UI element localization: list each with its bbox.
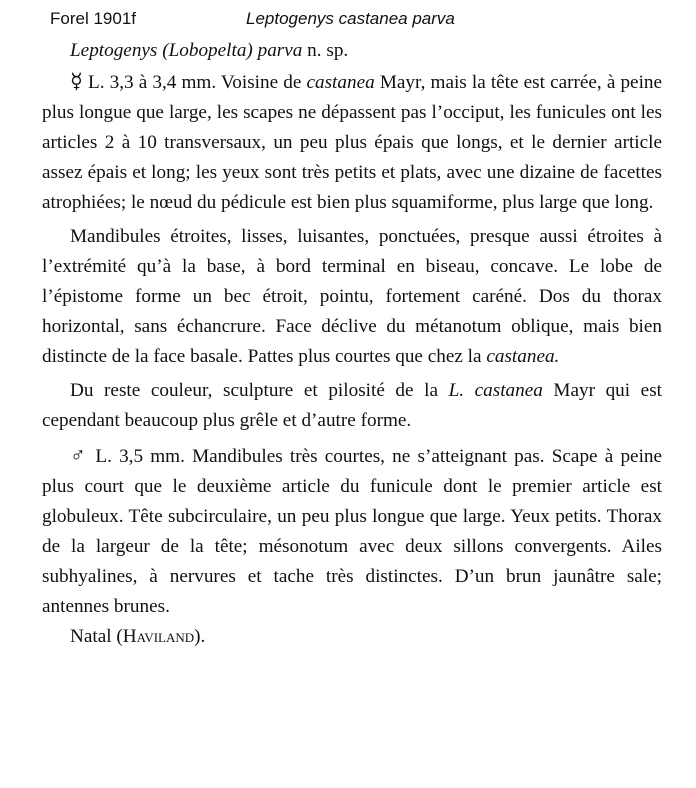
- male-text: L. 3,5 mm. Mandibules très courtes, ne s’atteignant pas. Scape à peine plus court que le deuxième article du funicule dont le premier article est globuleux. Tête subcirculaire, un peu plus longue que large. Yeux petits. Thorax de la largeur de la tête; mésonotum avec deux sillons convergents. Ailes subhyalines, à nervures et tache très distinctes. D’un brun jaunâtre sale; antennes brunes.: [42, 446, 663, 617]
- locality-place: Natal: [70, 626, 112, 647]
- worker-length: L. 3,3 à 3,4 mm. Voisine de: [88, 72, 302, 93]
- male-symbol-icon: ♂: [70, 443, 89, 467]
- reference-label: Forel 1901f: [50, 9, 136, 28]
- species-status: n. sp.: [307, 40, 349, 61]
- remainder-description: [42, 376, 662, 436]
- locality-collector: Haviland: [122, 626, 195, 647]
- remainder-text-before: Du reste couleur, sculpture et pilosité de la: [70, 380, 438, 401]
- mandibles-compared-species: castanea.: [486, 346, 560, 367]
- mandibles-text: Mandibules étroites, lisses, luisantes, ponctuées, presque aussi étroites à l’extrémité qu’à la base, à bord terminal en biseau, concave. Le lobe de l’épistome forme un bec étroit, pointu, fortement caréné. Dos du thorax horizontal, sans échancrure. Face déclive du métanotum oblique, mais bien distincte de la face basale. Pattes plus courtes que chez la: [42, 226, 662, 367]
- worker-description: [42, 66, 662, 218]
- worker-compared-species: castanea: [306, 72, 375, 93]
- mandibles-description: [42, 222, 662, 372]
- remainder-text-after: Mayr qui est cependant beaucoup plus grêle et d’autre forme.: [42, 380, 662, 431]
- genus-name: Leptogenys: [70, 40, 158, 61]
- page-header: [50, 8, 650, 32]
- description-text: [42, 36, 662, 652]
- species-heading: [42, 36, 662, 66]
- subgenus-name: (Lobopelta): [162, 40, 253, 61]
- worker-symbol-icon: ☿: [70, 69, 83, 93]
- male-description: [42, 440, 662, 622]
- locality-line: Natal (Haviland).: [70, 626, 206, 647]
- locality-close: ).: [194, 626, 206, 647]
- remainder-species: L. castanea: [448, 380, 543, 401]
- species-epithet: parva: [257, 40, 303, 61]
- worker-text: Mayr, mais la tête est carrée, à peine plus longue que large, les scapes ne dépassent pas l’occiput, les funicules ont les articles 2 à 10 transversaux, un peu plus épais que longs, et le dernier article assez épais et long; les yeux sont très petits et plats, avec une dizaine de facettes atrophiées; le nœud du pédicule est bien plus squamiforme, plus large que long.: [42, 72, 663, 213]
- taxon-label: Leptogenys castanea parva: [246, 9, 455, 28]
